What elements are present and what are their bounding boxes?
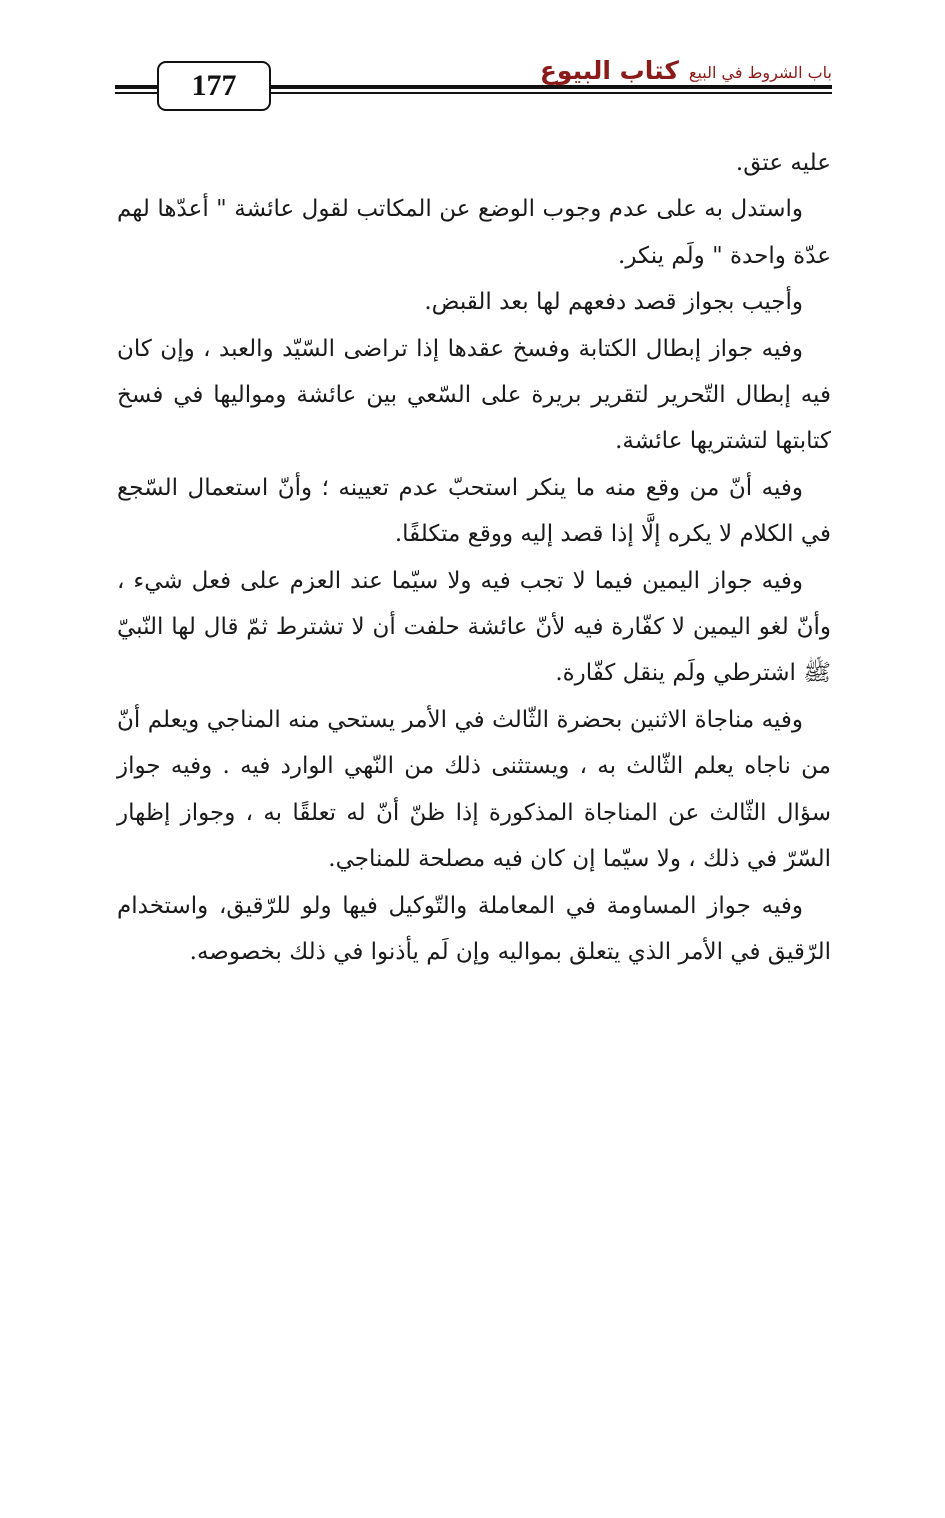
paragraph-5: وفيه أنّ من وقع منه ما ينكر استحبّ عدم تعيينه ؛ وأنّ استعمال السّجع في الكلام لا يكره إلَّا إذا قصد إليه ووقع متكلفًا. [117, 474, 831, 548]
page-number-box [157, 61, 271, 111]
paragraph-7: وفيه مناجاة الاثنين بحضرة الثّالث في الأمر يستحي منه المناجي ويعلم أنّ من ناجاه يعلم الثّالث به ، ويستثنى ذلك من النّهي الوارد فيه . وفيه جواز سؤال الثّالث عن المناجاة المذكورة إذا ظنّ أنّ له تعلقًا به ، وجواز إظهار السّرّ في ذلك ، ولا سيّما إن كان فيه مصلحة للمناجي. [117, 706, 831, 873]
paragraph-1: عليه عتق. [735, 150, 831, 176]
page-body [117, 140, 831, 975]
paragraph-4: وفيه جواز إبطال الكتابة وفسخ عقدها إذا تراضى السّيّد والعبد ، وإن كان فيه إبطال التّحرير لتقرير بريرة على السّعي بين عائشة ومواليها في فسخ كتابتها لتشتريها عائشة. [117, 335, 831, 455]
paragraph-8: وفيه جواز المساومة في المعاملة والتّوكيل فيها ولو للرّقيق، واستخدام الرّقيق في الأمر الذي يتعلق بمواليه وإن لَم يأذنوا في ذلك بخصوصه. [117, 892, 831, 965]
running-head [540, 52, 832, 86]
paragraph-2: واستدل به على عدم وجوب الوضع عن المكاتب لقول عائشة " أعدّها لهم عدّة واحدة " ولَم ينكر. [117, 196, 831, 269]
paragraph-6: وفيه جواز اليمين فيما لا تجب فيه ولا سيّما عند العزم على فعل شيء ، وأنّ لغو اليمين لا كفّارة فيه لأنّ عائشة حلفت أن لا تشترط ثمّ قال لها النّبيّ ﷺ اشترطي ولَم ينقل كفّارة. [117, 567, 831, 687]
chapter-title: باب الشروط في البيع [688, 63, 832, 82]
page-number: 177 [191, 69, 237, 102]
paragraph-3: وأجيب بجواز قصد دفعهم لها بعد القبض. [424, 289, 803, 316]
page-header [115, 52, 832, 112]
book-title: كتاب البيوع [539, 56, 679, 85]
